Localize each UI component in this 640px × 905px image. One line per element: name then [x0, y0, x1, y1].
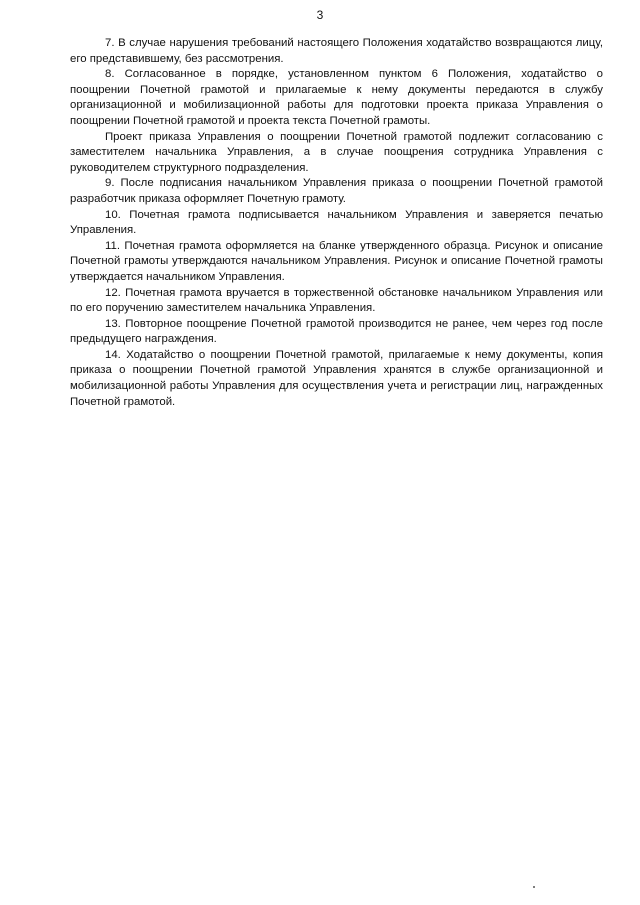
- page-number: 3: [316, 8, 324, 22]
- document-body: [70, 36, 603, 410]
- paragraph-10: 10. Почетная грамота подписывается начальником Управления и заверяется печатью Управления.: [70, 208, 603, 237]
- paragraph-14: 14. Ходатайство о поощрении Почетной грамотой, прилагаемые к нему документы, копия приказа о поощрении Почетной грамотой Управления хранятся в службе организационной и мобилизационной работы Управления для осуществления учета и регистрации лиц, награжденных Почетной грамотой.: [70, 348, 603, 408]
- paragraph-11: 11. Почетная грамота оформляется на бланке утвержденного образца. Рисунок и описание Почетной грамоты утверждаются начальником Управления. Рисунок и описание Почетной грамоты утверждается начальником Управления.: [70, 239, 603, 283]
- paragraph-8-draft-order: Проект приказа Управления о поощрении Почетной грамотой подлежит согласованию с заместителем начальника Управления, а в случае поощрения сотрудника Управления с руководителем структурного подразделения.: [70, 130, 603, 174]
- scan-speck: [533, 886, 535, 888]
- paragraph-8: 8. Согласованное в порядке, установленном пунктом 6 Положения, ходатайство о поощрении Почетной грамотой и прилагаемые к нему документы передаются в службу организационной и мобилизационной работы для подготовки проекта приказа Управления о поощрении Почетной грамотой и проекта текста Почетной грамоты.: [70, 68, 603, 127]
- paragraph-7: 7. В случае нарушения требований настоящего Положения ходатайство возвращаются лицу, его представившему, без рассмотрения.: [70, 37, 603, 65]
- paragraph-9: 9. После подписания начальником Управления приказа о поощрении Почетной грамотой разработчик приказа оформляет Почетную грамоту.: [70, 177, 603, 205]
- paragraph-12: 12. Почетная грамота вручается в торжественной обстановке начальником Управления или по его поручению заместителем начальника Управления.: [70, 286, 603, 315]
- paragraph-13: 13. Повторное поощрение Почетной грамотой производится не ранее, чем через год после предыдущего награждения.: [70, 317, 603, 346]
